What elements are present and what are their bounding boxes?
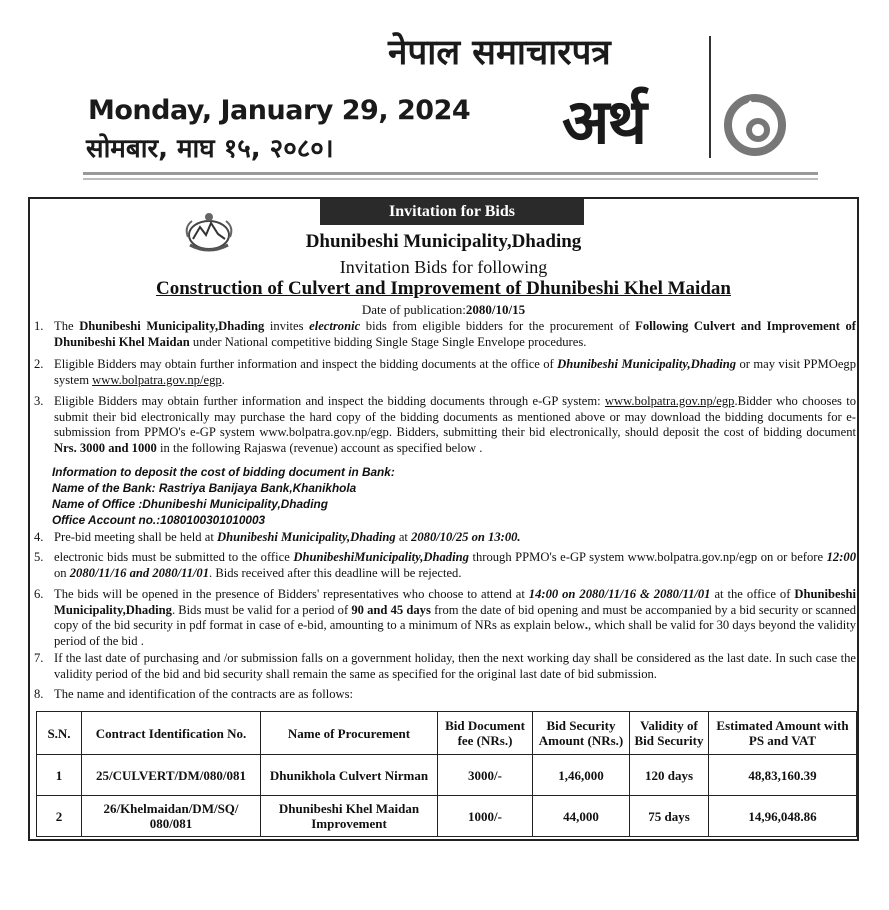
table-header-row bbox=[37, 712, 857, 755]
bank-office-name: Name of Office :Dhunibeshi Municipality,Dhading bbox=[52, 497, 328, 511]
newspaper-name: नेपाल समाचारपत्र bbox=[388, 33, 611, 73]
col-estimated-amount: Estimated Amount with PS and VAT bbox=[709, 712, 857, 755]
notice-subtitle: Invitation Bids for following bbox=[339, 257, 548, 277]
table-row: 1 25/CULVERT/DM/080/081 Dhunikhola Culvert Nirman 3000/- 1,46,000 120 days 48,83,160.39 bbox=[37, 755, 857, 796]
bid-notice bbox=[28, 197, 859, 841]
bank-account: Office Account no.:1080100301010003 bbox=[52, 513, 266, 527]
bank-info-heading: Information to deposit the cost of bidding document in Bank: bbox=[52, 465, 395, 479]
list-item: 3. Eligible Bidders may obtain further information and inspect the bidding documents through e-GP system: www.bolpatra.gov.np/egp.Bidder who chooses to submit their bid electronically may purchase the hard copy of the bidding documents as mentioned above or may download the bidding documents for e-submission from PPMO's e-GP system www.bolpatra.gov.np/egp. Bidders, submitting their bid electronically, should deposit the cost of bidding document Nrs. 3000 and 1000 in the following Rajaswa (revenue) account as specified below . bbox=[34, 394, 856, 455]
notice-banner: Invitation for Bids bbox=[320, 199, 584, 225]
municipality-name: Dhunibeshi Municipality,Dhading bbox=[305, 231, 582, 252]
list-item: 7. If the last date of purchasing and /or submission falls on a government holiday, then the next working day shall be considered as the last date. In such case the validity period of the bid and bid security shall remain the same as specified for the original last date of bid submission. bbox=[34, 651, 856, 681]
masthead-rule bbox=[83, 172, 818, 175]
bank-name: Name of the Bank: Rastriya Banijaya Bank,Khanikhola bbox=[52, 481, 357, 495]
col-bid-security: Bid Security Amount (NRs.) bbox=[533, 712, 630, 755]
section-title: अर्थ bbox=[562, 85, 645, 158]
date-english: Monday, January 29, 2024 bbox=[88, 95, 471, 126]
egp-link[interactable]: www.bolpatra.gov.np/egp bbox=[92, 372, 222, 387]
list-item: 2. Eligible Bidders may obtain further information and inspect the bidding documents at the office of Dhunibeshi Municipality,Dhading or may visit PPMOegp system www.bolpatra.gov.np/egp. bbox=[34, 357, 856, 387]
list-item: 4. Pre-bid meeting shall be held at Dhunibeshi Municipality,Dhading at 2080/10/25 on 13:00. bbox=[34, 530, 521, 544]
egp-link[interactable]: www.bolpatra.gov.np/egp bbox=[604, 394, 735, 408]
masthead-divider bbox=[709, 36, 711, 158]
col-sn: S.N. bbox=[37, 712, 82, 755]
contracts-table bbox=[36, 711, 857, 837]
bank-info bbox=[52, 464, 395, 528]
col-contract-id: Contract Identification No. bbox=[82, 712, 261, 755]
date-nepali: सोमबार, माघ १५, २०८०। bbox=[86, 134, 334, 164]
col-validity: Validity of Bid Security bbox=[630, 712, 709, 755]
project-title: Construction of Culvert and Improvement of Dhunibeshi Khel Maidan bbox=[156, 278, 731, 299]
list-item: 1. The Dhunibeshi Municipality,Dhading invites electronic bids from eligible bidders for the procurement of Following Culvert and Improvement of Dhunibeshi Khel Maidan under National competitive bidding Single Stage Single Envelope procedures. bbox=[34, 319, 856, 349]
ring-logo-icon bbox=[722, 92, 788, 158]
table-row: 2 26/Khelmaidan/DM/SQ/ 080/081 Dhunibeshi Khel Maidan Improvement 1000/- 44,000 75 days 14,96,048.86 bbox=[37, 796, 857, 837]
publication-date: Date of publication:2080/10/15 bbox=[361, 302, 526, 317]
list-item: 8. The name and identification of the contracts are as follows: bbox=[34, 687, 353, 701]
col-procurement-name: Name of Procurement bbox=[261, 712, 438, 755]
col-bid-fee: Bid Document fee (NRs.) bbox=[438, 712, 533, 755]
list-item: 5. electronic bids must be submitted to the office DhunibeshiMunicipality,Dhading through PPMO's e-GP system www.bolpatra.gov.np/egp on or before 12:00 on 2080/11/16 and 2080/11/01. Bids received after this deadline will be rejected. bbox=[34, 550, 856, 580]
masthead-rule bbox=[83, 178, 818, 180]
list-item: 6. The bids will be opened in the presence of Bidders' representatives who choose to attend at 14:00 on 2080/11/16 & 2080/11/01 at the office of Dhunibeshi Municipality,Dhading. Bids must be valid for a period of 90 and 45 days from the date of bid opening and must be accompanied by a bid security or scanned copy of the bid security in pdf format in case of e-bid, amounting to a minimum of NRs as explain below., which shall be valid for 30 days beyond the validity period of the bid . bbox=[34, 587, 857, 648]
